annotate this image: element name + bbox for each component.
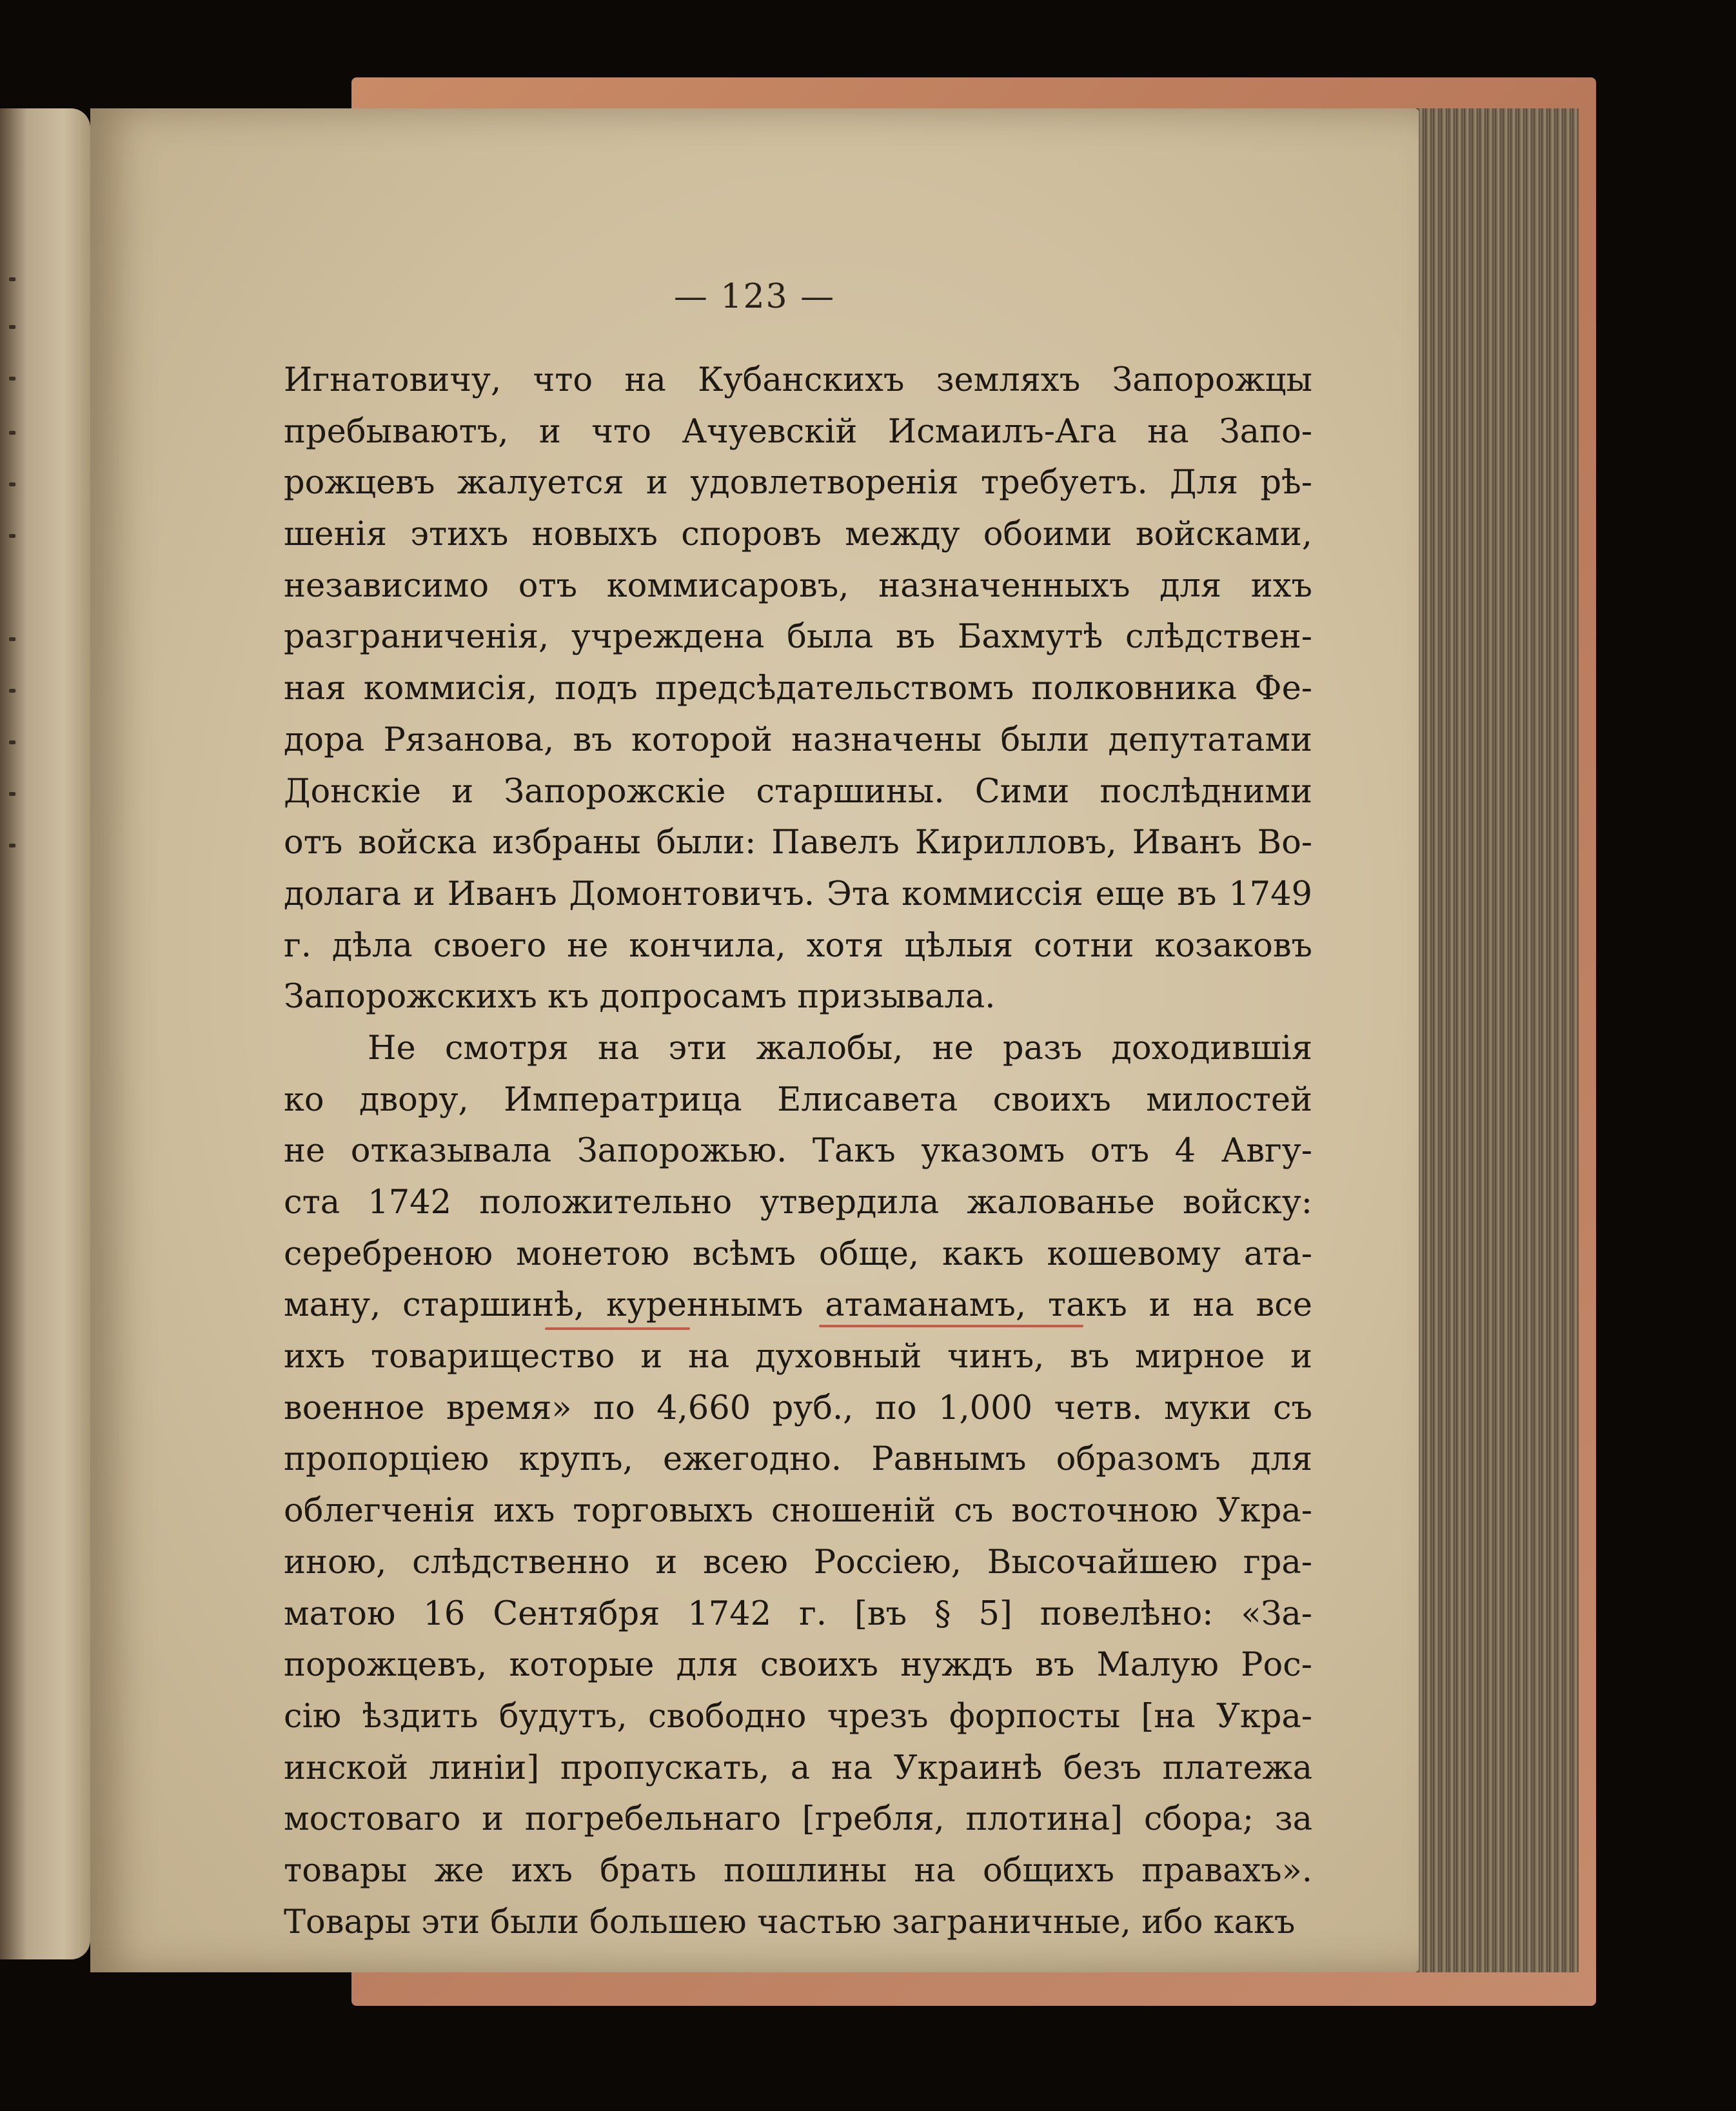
text-line: пропорціею крупъ, ежегодно. Равнымъ образомъ для bbox=[284, 1440, 1312, 1479]
text-line: ко двору, Императрица Елисавета своихъ милостей bbox=[284, 1080, 1312, 1119]
previous-page-mark bbox=[9, 534, 15, 538]
previous-page-mark bbox=[9, 844, 15, 847]
text-line: товары же ихъ брать пошлины на общихъ правахъ». bbox=[284, 1851, 1312, 1890]
text-line: рожцевъ жалуется и удовлетворенія требуетъ. Для рѣ- bbox=[284, 464, 1312, 502]
previous-page-mark bbox=[9, 792, 15, 796]
text-line: дора Рязанова, въ которой назначены были депутатами bbox=[284, 720, 1312, 759]
text-line: инской линіи] пропускать, а на Украинѣ безъ платежа bbox=[284, 1749, 1312, 1787]
text-line: Не смотря на эти жалобы, не разъ доходившія bbox=[368, 1029, 1312, 1067]
text-line: Запорожскихъ къ допросамъ призывала. bbox=[284, 978, 996, 1016]
previous-page-mark bbox=[9, 431, 15, 435]
pencil-underline bbox=[819, 1325, 1083, 1327]
text-line: г. дѣла своего не кончила, хотя цѣлыя сотни козаковъ bbox=[284, 926, 1312, 965]
text-line: пребываютъ, и что Ачуевскій Исмаилъ-Ага на Запо- bbox=[284, 412, 1312, 451]
text-line: порожцевъ, которые для своихъ нуждъ въ Малую Рос- bbox=[284, 1646, 1312, 1685]
paragraph-1 bbox=[284, 355, 1312, 1023]
text-line: ману, старшинѣ, куреннымъ атаманамъ, такъ и на все bbox=[284, 1286, 1312, 1325]
text-line: ихъ товарищество и на духовный чинъ, въ мирное и bbox=[284, 1338, 1312, 1376]
text-line: отъ войска избраны были: Павелъ Кирилловъ, Иванъ Во- bbox=[284, 824, 1312, 862]
text-line: независимо отъ коммисаровъ, назначенныхъ для ихъ bbox=[284, 566, 1312, 605]
text-line: матою 16 Сентября 1742 г. [въ § 5] повелѣно: «За- bbox=[284, 1594, 1312, 1633]
previous-page-mark bbox=[9, 637, 15, 641]
text-line: долага и Иванъ Домонтовичъ. Эта коммиссія еще въ 1749 bbox=[284, 875, 1312, 913]
previous-page-mark bbox=[9, 740, 15, 744]
previous-page-mark bbox=[9, 689, 15, 693]
text-line: серебреною монетою всѣмъ обще, какъ кошевому ата- bbox=[284, 1234, 1312, 1273]
text-line: разграниченія, учреждена была въ Бахмутѣ слѣдствен- bbox=[284, 618, 1312, 657]
previous-page-mark bbox=[9, 377, 15, 381]
previous-page-mark bbox=[9, 482, 15, 486]
paragraph-2 bbox=[284, 1023, 1312, 1948]
page-text bbox=[284, 355, 1312, 1948]
text-line: Товары эти были большею частью заграничные, ибо какъ bbox=[284, 1903, 1296, 1941]
text-line: облегченія ихъ торговыхъ сношеній съ восточною Укра- bbox=[284, 1492, 1312, 1531]
text-line: сію ѣздить будутъ, свободно чрезъ форпосты [на Укра- bbox=[284, 1697, 1312, 1736]
text-line: ная коммисія, подъ предсѣдательствомъ полковника Фе- bbox=[284, 669, 1312, 708]
text-line: не отказывала Запорожью. Такъ указомъ отъ 4 Авгу- bbox=[284, 1132, 1312, 1171]
page-block-edges bbox=[1412, 108, 1579, 1972]
text-line: иною, слѣдственно и всею Россіею, Высочайшею гра- bbox=[284, 1543, 1312, 1581]
text-line: ста 1742 положительно утвердила жалованье войску: bbox=[284, 1184, 1312, 1222]
previous-page-mark bbox=[9, 325, 15, 329]
page-number: — 123 — bbox=[673, 277, 836, 316]
pencil-underline bbox=[545, 1327, 690, 1330]
text-line: военное время» по 4,660 руб., по 1,000 четв. муки съ bbox=[284, 1389, 1312, 1427]
text-line: мостоваго и погребельнаго [гребля, плотина] сбора; за bbox=[284, 1800, 1312, 1839]
text-line: Донскіе и Запорожскіе старшины. Сими послѣдними bbox=[284, 772, 1312, 811]
previous-page-mark bbox=[9, 277, 15, 281]
book-page bbox=[90, 108, 1419, 1972]
previous-page-edge bbox=[0, 108, 90, 1959]
text-line: шенія этихъ новыхъ споровъ между обоими войсками, bbox=[284, 515, 1312, 554]
text-line: Игнатовичу, что на Кубанскихъ земляхъ Запорожцы bbox=[284, 361, 1312, 399]
